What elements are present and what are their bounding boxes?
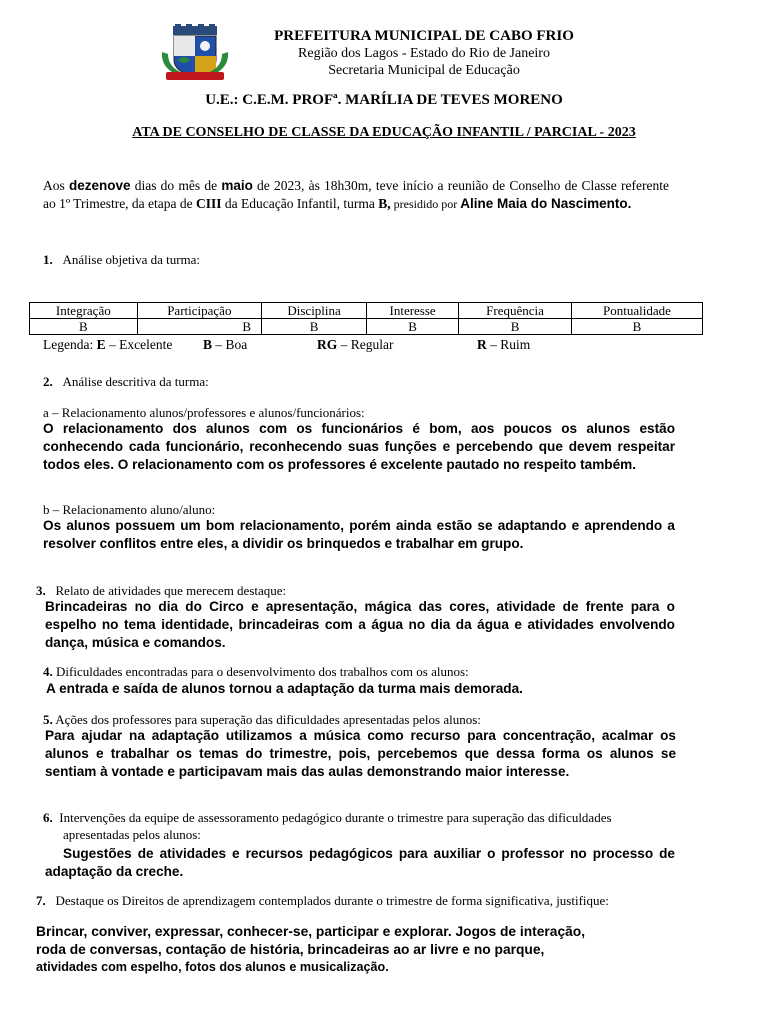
table-header-cell: Disciplina [262,303,367,319]
section-6-heading: 6. Intervenções da equipe de assessoramento pedagógico durante o trimestre para superação das dificuldades apresentadas pelos alunos: [43,810,612,842]
section-2b-label: b – Relacionamento aluno/aluno: [43,502,216,517]
section-3-heading: 3. Relato de atividades que merecem destaque: [36,583,287,598]
table-cell: B [262,319,367,335]
section-7-answer-line-2: roda de conversas, contação de história, brincadeiras ao ar livre e no parque, [36,942,545,957]
table-cell: B [137,319,261,335]
section-2a-answer: O relacionamento dos alunos com os funcionários é bom, aos poucos os alunos estão conhecendo cada funcionário, reconhecendo suas funções e percebendo que devem respeitar todos eles. O relacionamento com os professores é excelente pautado no respeito também. [43,421,675,472]
table-cell: B [367,319,459,335]
table-header-row [30,303,703,319]
section-7-answer-line-1: Brincar, conviver, expressar, conhecer-se, participar e explorar. Jogos de interação, [36,924,586,939]
intro-month: maio [221,178,253,193]
section-7-answer-line-3: atividades com espelho, fotos dos alunos e musicalização. [36,960,389,974]
intro-etapa: CIII [196,196,222,211]
table-header-cell: Integração [30,303,138,319]
section-4-answer: A entrada e saída de alunos tornou a adaptação da turma mais demorada. [46,681,523,696]
section-5-answer: Para ajudar na adaptação utilizamos a música como recurso para concentração, acalmar os alunos e trabalhar os temas do trimestre, pois, percebemos que dessa forma os alunos se sentiam à vontade e participavam mais das aulas demonstrando maior interesse. [45,728,676,779]
intro-day: dezenove [68,178,131,193]
section-1-heading: 1. Análise objetiva da turma: [43,252,201,267]
table-header-cell: Frequência [459,303,572,319]
legend-excelente: Legenda: E – Excelente [43,337,173,352]
table-header-cell: Participação [137,303,261,319]
section-2-heading: 2. Análise descritiva da turma: [43,374,209,389]
section-5-heading: 5. Ações dos professores para superação das dificuldades apresentadas pelos alunos: [43,712,481,727]
intro-turma: B, [378,196,391,211]
legend-regular: RG – Regular [317,337,394,352]
school-name: U.E.: C.E.M. PROFª. MARÍLIA DE TEVES MORENO [205,92,563,108]
table-header-cell: Pontualidade [571,303,702,319]
section-7-heading: 7. Destaque os Direitos de aprendizagem contemplados durante o trimestre de forma significativa, justifique: [36,893,609,908]
regiao-subtitle: Região dos Lagos - Estado do Rio de Janeiro [298,46,550,61]
intro-president: Aline Maia do Nascimento. [460,196,632,211]
prefeitura-title: PREFEITURA MUNICIPAL DE CABO FRIO [274,28,574,44]
section-3-answer: Brincadeiras no dia do Circo e apresentação, mágica das cores, atividade de frente para o espelho no tema identidade, brincadeiras com a água no dia da água e atividades envolvendo dança, música e comandos. [45,599,675,650]
intro-paragraph: Aos dezenove dias do mês de maio de 2023, às 18h30m, teve início a reunião de Conselho de Classe referente ao 1º Trimestre, da etapa de CIII da Educação Infantil, turma B, presidido por Aline Maia do Nascimento. [43,178,669,211]
legend-ruim: R – Ruim [477,337,531,352]
objective-analysis-table [29,302,703,335]
legend-boa: B – Boa [203,337,248,352]
table-cell: B [571,319,702,335]
secretaria-subtitle: Secretaria Municipal de Educação [328,63,520,78]
section-2b-answer: Os alunos possuem um bom relacionamento, porém ainda estão se adaptando e aprendendo a resolver conflitos entre eles, a dividir os brinquedos e trabalhar em grupo. [43,518,675,551]
section-4-heading: 4. Dificuldades encontradas para o desenvolvimento dos trabalhos com os alunos: [43,664,469,679]
table-row [30,319,703,335]
document-title: ATA DE CONSELHO DE CLASSE DA EDUCAÇÃO INFANTIL / PARCIAL - 2023 [132,125,636,140]
section-6-answer: Sugestões de atividades e recursos pedagógicos para auxiliar o professor no processo de adaptação da creche. [45,846,675,879]
table-header-cell: Interesse [367,303,459,319]
table-cell: B [30,319,138,335]
section-2a-label: a – Relacionamento alunos/professores e alunos/funcionários: [43,405,365,420]
table-cell: B [459,319,572,335]
